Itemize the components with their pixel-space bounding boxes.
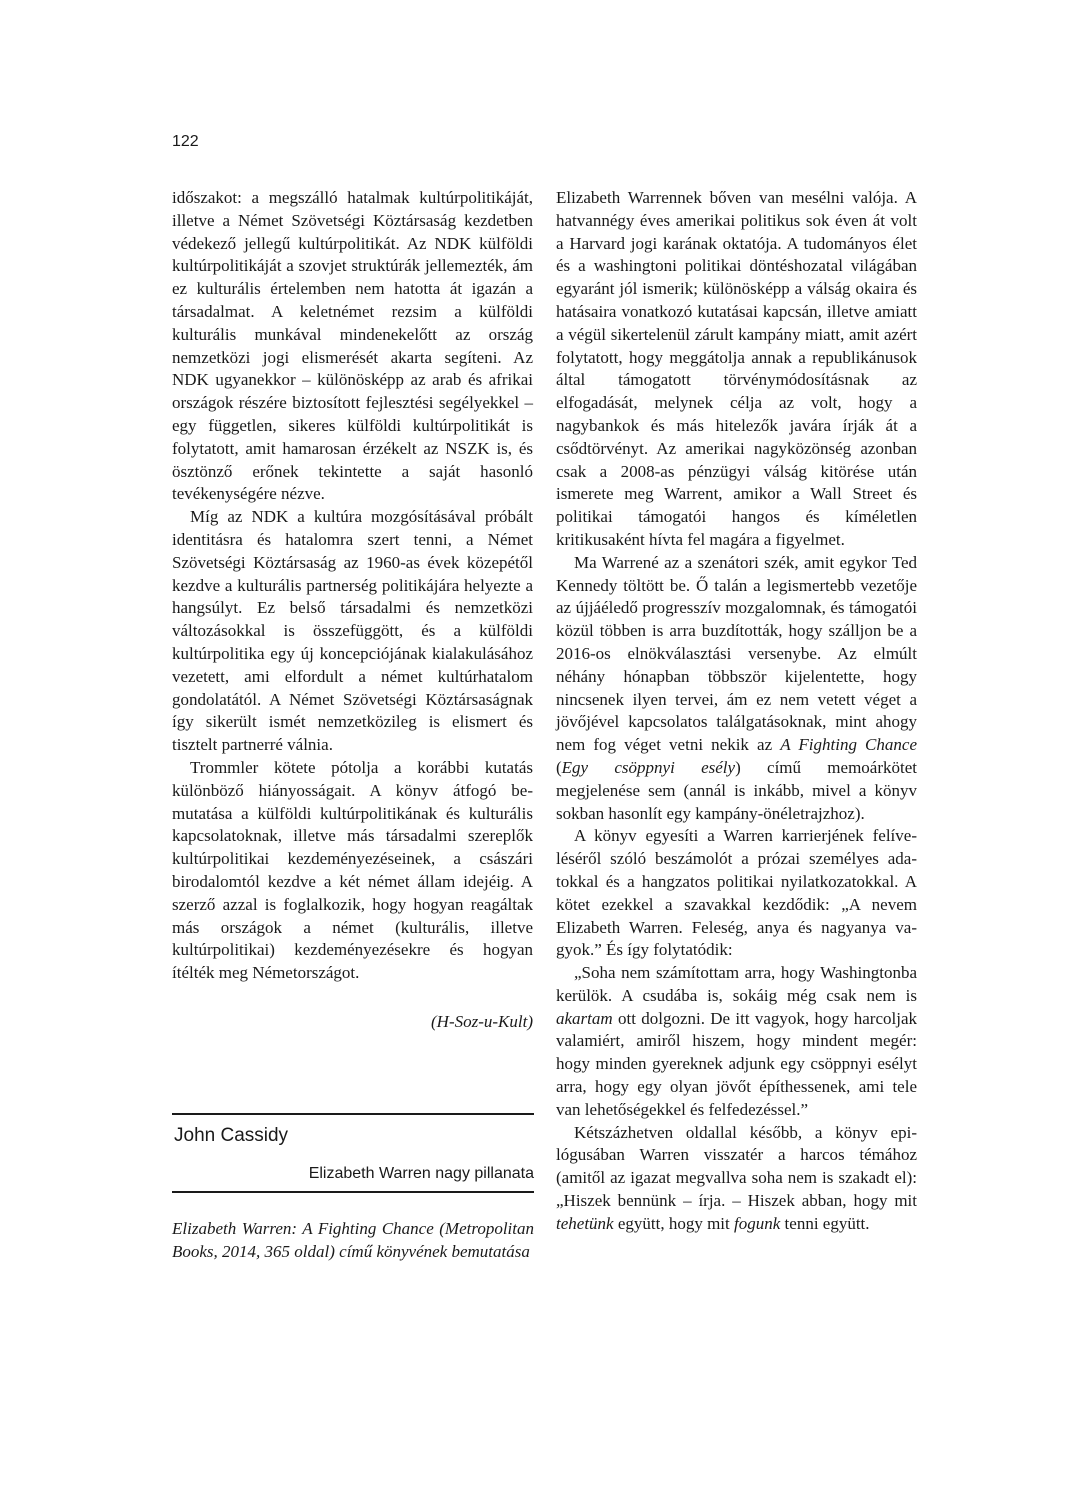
paragraph: Elizabeth Warrennek bőven van mesélni valója. A hatvannégy éves amerikai politikus sok éven át volt a Harvard jogi karának oktatója. A tudományos élet és a washingtoni politikai döntéshozatal világában egyaránt jól ismerik; különösképp a válság okaira és hatásaira vonatkozó kutatásai kapcsán, illetve amiatt a végül sikertelenül zárult kampány miatt, amit azért folytatott, hogy meggátolja annak a republikánusok által támogatott törvénymódosításnak az elfogadását, melynek célja az volt, hogy a nagybankok és más hitelezők javára írják át a csődtörvényt. Az amerikai nagyközönség azonban csak a 2008-as pénzügyi válság kitörése után ismerete meg Warrent, amikor a Wall Street és politikai támogatói hangos és kíméletlen kritikusaként hívta fel magára a figyelmet. (556, 188, 917, 549)
book-info: Elizabeth Warren: A Fighting Chance (Metropolitan Books, 2014, 365 oldal) című könyvének bemutatása (172, 1219, 534, 1261)
paragraph (556, 1122, 917, 1236)
article-title: Elizabeth Warren nagy pillanata (308, 1165, 534, 1182)
divider (172, 1113, 534, 1115)
left-column (172, 187, 533, 1034)
emphasis: akartam (556, 1008, 613, 1028)
article-header (172, 1113, 534, 1193)
right-column (556, 187, 917, 1236)
text-run: „Soha nem számítottam arra, hogy Washingtonba kerülök. A csudába is, sokáig még csak nem is (556, 963, 917, 1005)
text-run: együtt, hogy mit (613, 1213, 735, 1233)
paragraph: Míg az NDK a kultúra mozgósításával próbált identitásra és hatalomra szert tenni, a Német Szövetségi Köztársaság az 1960-as évek közepétől kezdve a kulturális partnerség politikájára helyezte a hangsúlyt. Ez belső társadalmi és nemzetközi változásokkal is összefüggött, és a külföldi kultúrpolitika egy új koncepciójának kialakulásához vezetett, ami elfordult a német kultúrhatalom gondolatától. A Német Szövetségi Köztársaságnak így sikerült ismét nemzetközileg is elismert és tisztelt partnerré válnia. (172, 507, 533, 755)
text-run: ) című memoárkötet megjelenése sem (annál is inkább, mivel a könyv sokban hasonlít egy kampány-önéletrajzhoz). (556, 757, 917, 823)
paragraph (556, 552, 917, 826)
text-run: Kétszázhetven oldallal később, a könyv epilógusában Warren visszatér a harcos témához (amitől az igazat megvallva soha nem is szakadt el): „Hiszek bennünk – írja. – Hiszek abban, hogy mit (556, 1122, 917, 1211)
paragraph: A könyv egyesíti a Warren karrierjének felíveléséről szóló beszámolót a prózai személyes adatokkal és a hangzatos politikai nyilatkozatokkal. A kötet ezekkel a szavakkal kezdődik: „A nevem Elizabeth Warren. Feleség, anya és nagyanya vagyok.” És így folytatódik: (556, 826, 917, 960)
book-title-en: A Fighting Chance (780, 735, 917, 755)
text-run: ott dolgozni. De itt vagyok, hogy harcoljak valamiért, amiről hiszem, hogy mindent megér: hogy minden gyereknek adjunk egy csöppnyi esélyt arra, hogy egy olyan jövőt építhessenek, ami tele van lehetőségekkel és felfedezéssel.” (556, 1008, 917, 1119)
article-author: John Cassidy (174, 1125, 289, 1146)
divider (172, 1191, 534, 1193)
paragraph: Trommler kötete pótolja a korábbi kutatás különböző hiányosságait. A könyv átfogó bemutatása a külföldi kultúrpolitikának és kulturális kapcsolatoknak, illetve más társadalmi szereplők kultúrpolitikai kezdeményezéseinek, a császári birodalomtól kezdve a két német állam idejéig. A szerző azzal is foglalkozik, hogy hogyan reagáltak más országok a német (kulturális, illetve kultúrpolitikai) kezdeményezésekre és hogyan ítélték meg Németországot. (172, 757, 533, 983)
text-run: Ma Warrené az a szenátori szék, amit egykor Ted Kennedy töltött be. Ő talán a legismertebb vezetője az újjáéledő progresszív mozgalomnak, és támogatói közül többen is arra buzdították, hogy szálljon be a 2016-os elnökválasztási versenybe. Az elmúlt néhány hónapban többször kijelentette, hogy nincsenek ilyen tervei, ám ez nem vetett véget a jövőjével kapcsolatos találgatásoknak, mint ahogy nem fog véget vetni nekik az (556, 552, 917, 755)
text-run: tenni együtt. (780, 1213, 870, 1233)
quotation (556, 962, 917, 1122)
emphasis: tehetünk (556, 1213, 614, 1233)
paragraph: időszakot: a megszálló hatalmak kultúrpolitikáját, illetve a Német Szövetségi Köztársaság kezdetben védekező jellegű kultúrpolitikát. Az NDK külföldi kultúrpolitikáját a szovjet struktúrák jellemezték, ám ez kulturális értelemben nem hatotta át igazán a társadalmat. A keletnémet rezsim a külföldi kulturális munkával mindenekelőtt az ország nemzetközi jogi elismerését akarta segíteni. Az NDK ugyanekkor – különösképp az arab és afrikai országok részére biztosított fejlesztési segélyekkel – egy független, sikeres külföldi kultúrpolitikát is folytatott, amit hamarosan érzékelt az NSZK is, és ösztönző erőnek tekintette a saját hasonló tevékenységére nézve. (172, 188, 533, 504)
page-number: 122 (172, 133, 199, 150)
book-title-hu: Egy csöppnyi esély (561, 757, 736, 777)
text-run: ( (556, 757, 562, 777)
source-attribution: (H-Soz-u-Kult) (431, 1011, 533, 1031)
emphasis: fogunk (734, 1213, 781, 1233)
